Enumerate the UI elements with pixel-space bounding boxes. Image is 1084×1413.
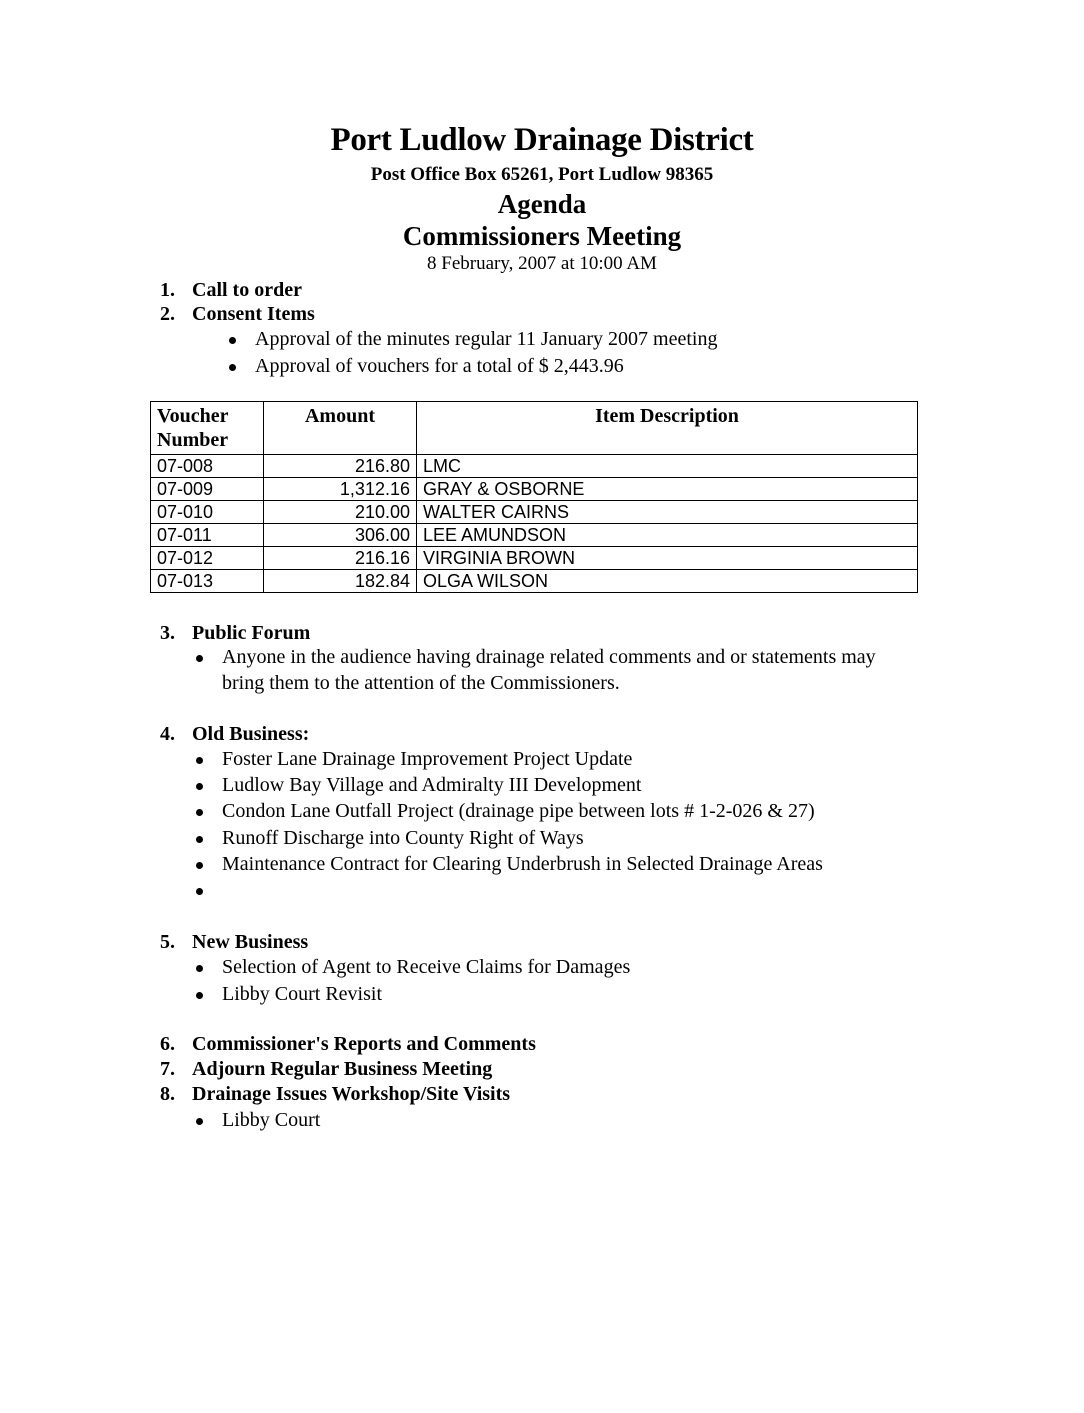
agenda-item-4 xyxy=(160,723,309,746)
bullet-continuation: bring them to the attention of the Commissioners. xyxy=(222,672,620,694)
bullet-icon xyxy=(196,965,203,972)
bullet-item: Libby Court Revisit xyxy=(222,983,382,1006)
bullet-item: Approval of vouchers for a total of $ 2,443.96 xyxy=(255,355,624,378)
voucher-number: 07-010 xyxy=(151,501,264,524)
item-title: Old Business: xyxy=(192,723,310,745)
bullet-item: Runoff Discharge into County Right of Ways xyxy=(222,827,584,850)
bullet-icon xyxy=(196,888,203,895)
meeting-name: Commissioners Meeting xyxy=(402,221,682,251)
agenda-item-3 xyxy=(160,622,310,645)
bullet-icon xyxy=(196,992,203,999)
agenda-item-6 xyxy=(160,1033,536,1056)
item-title: Public Forum xyxy=(192,622,311,644)
bullet-item: Anyone in the audience having drainage related comments and or statements may xyxy=(222,646,876,669)
bullet-item: Selection of Agent to Receive Claims for Damages xyxy=(222,956,630,979)
voucher-number: 07-009 xyxy=(151,478,264,501)
agenda-item-5 xyxy=(160,931,308,954)
voucher-description: VIRGINIA BROWN xyxy=(417,547,918,570)
voucher-amount: 216.16 xyxy=(264,547,417,570)
voucher-amount: 306.00 xyxy=(264,524,417,547)
voucher-description: LEE AMUNDSON xyxy=(417,524,918,547)
meeting-date: 8 February, 2007 at 10:00 AM xyxy=(427,253,657,274)
column-header-description: Item Description xyxy=(417,402,918,455)
item-number: 1. xyxy=(160,279,175,301)
voucher-number: 07-012 xyxy=(151,547,264,570)
agenda-item-2 xyxy=(160,303,315,326)
document-title: Port Ludlow Drainage District xyxy=(330,122,754,158)
voucher-amount: 182.84 xyxy=(264,570,417,593)
voucher-description: GRAY & OSBORNE xyxy=(417,478,918,501)
table-row xyxy=(151,547,918,570)
bullet-icon xyxy=(196,783,203,790)
voucher-number: 07-008 xyxy=(151,455,264,478)
item-title: Adjourn Regular Business Meeting xyxy=(192,1058,493,1080)
bullet-item: Libby Court xyxy=(222,1109,320,1132)
bullet-icon xyxy=(196,836,203,843)
item-number: 5. xyxy=(160,931,175,953)
table-row xyxy=(151,570,918,593)
table-row xyxy=(151,524,918,547)
column-header-voucher-number: Voucher Number xyxy=(151,402,264,455)
table-row xyxy=(151,501,918,524)
agenda-item-1 xyxy=(160,279,302,302)
item-title: Consent Items xyxy=(192,303,315,325)
bullet-icon xyxy=(229,364,236,371)
column-header-amount: Amount xyxy=(264,402,417,455)
table-row xyxy=(151,478,918,501)
voucher-description: OLGA WILSON xyxy=(417,570,918,593)
item-number: 3. xyxy=(160,622,175,644)
voucher-description: LMC xyxy=(417,455,918,478)
bullet-icon xyxy=(229,337,236,344)
bullet-icon xyxy=(196,655,203,662)
voucher-amount: 1,312.16 xyxy=(264,478,417,501)
agenda-item-7 xyxy=(160,1058,492,1081)
bullet-icon xyxy=(196,1118,203,1125)
item-title: Drainage Issues Workshop/Site Visits xyxy=(192,1083,511,1105)
voucher-amount: 216.80 xyxy=(264,455,417,478)
item-number: 8. xyxy=(160,1083,175,1105)
agenda-item-8 xyxy=(160,1083,510,1106)
item-number: 2. xyxy=(160,303,175,325)
voucher-number: 07-013 xyxy=(151,570,264,593)
table-header-row xyxy=(151,402,918,455)
item-title: Commissioner's Reports and Comments xyxy=(192,1033,536,1055)
bullet-item: Foster Lane Drainage Improvement Project Update xyxy=(222,748,632,771)
bullet-icon xyxy=(196,757,203,764)
item-number: 7. xyxy=(160,1058,175,1080)
item-number: 6. xyxy=(160,1033,175,1055)
bullet-item: Ludlow Bay Village and Admiralty III Development xyxy=(222,774,641,797)
voucher-amount: 210.00 xyxy=(264,501,417,524)
voucher-table xyxy=(150,401,918,593)
voucher-number: 07-011 xyxy=(151,524,264,547)
bullet-icon xyxy=(196,862,203,869)
mailing-address: Post Office Box 65261, Port Ludlow 98365 xyxy=(370,164,714,185)
bullet-item: Condon Lane Outfall Project (drainage pipe between lots # 1-2-026 & 27) xyxy=(222,800,815,823)
bullet-item: Approval of the minutes regular 11 January 2007 meeting xyxy=(255,328,717,351)
item-title: New Business xyxy=(192,931,309,953)
voucher-description: WALTER CAIRNS xyxy=(417,501,918,524)
bullet-item: Maintenance Contract for Clearing Underbrush in Selected Drainage Areas xyxy=(222,853,823,876)
table-row xyxy=(151,455,918,478)
item-number: 4. xyxy=(160,723,175,745)
bullet-icon xyxy=(196,809,203,816)
document-type: Agenda xyxy=(497,189,587,219)
item-title: Call to order xyxy=(192,279,302,301)
